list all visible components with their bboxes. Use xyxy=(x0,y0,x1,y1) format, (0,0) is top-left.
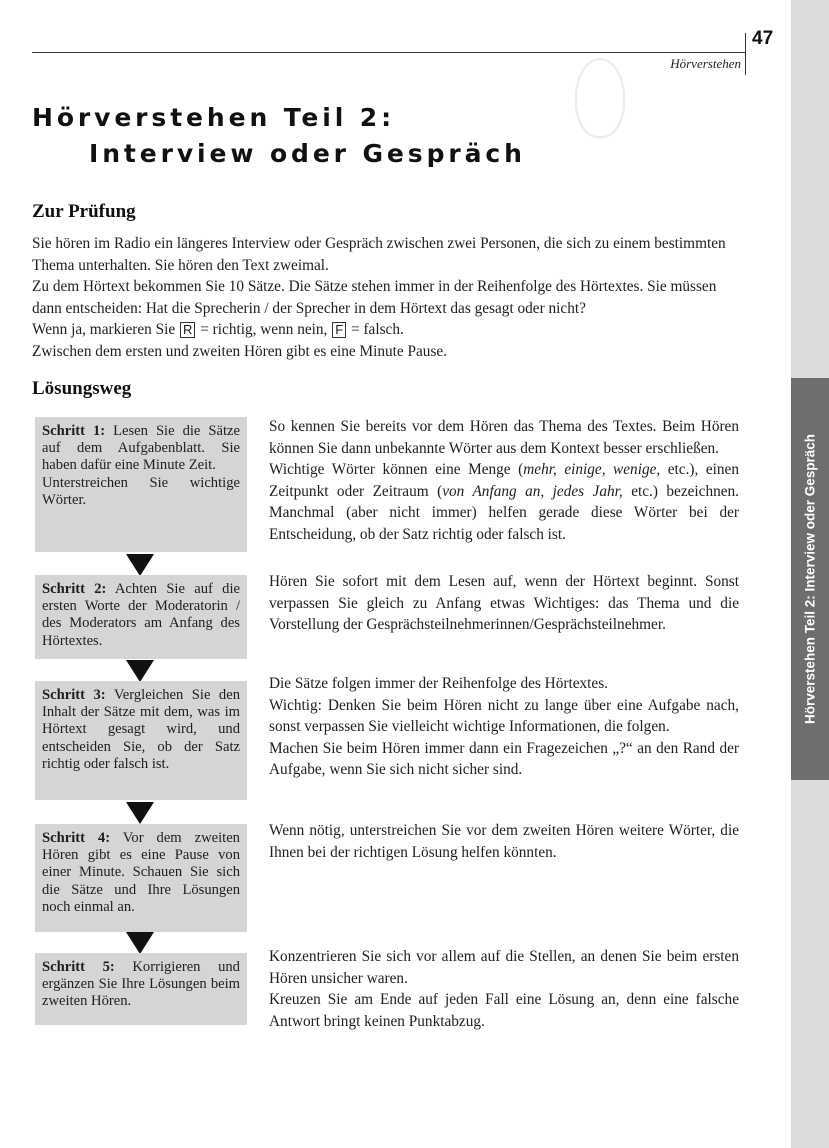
explanation-step-1: So kennen Sie bereits vor dem Hören das Thema des Textes. Beim Hören können Sie dann unbekannte Wörter aus dem Kontext besser erschließen. Wichtige Wörter können eine Menge (mehr, einige, wenige, etc.), einen Zeitpunkt oder Zeitraum (von Anfang an, jedes Jahr, etc.) bezeichnen. Manchmal (aber nicht immer) helfen gerade diese Wörter bei der Entscheidung, ob der Satz richtig oder falsch ist. xyxy=(269,418,740,543)
arrow-down-icon xyxy=(126,554,154,576)
step-text: Vor dem zweiten Hören gibt es eine Pause von einer Minute. Schauen Sie sich die Sätze und Ihre Lösungen noch einmal an. xyxy=(42,830,240,915)
step-label: Schritt 1: xyxy=(42,423,106,439)
step-text-2: Unterstreichen Sie wichtige Wörter. xyxy=(42,474,240,508)
arrow-down-icon xyxy=(126,802,154,824)
header-vertical-rule xyxy=(745,33,746,75)
step-label: Schritt 3: xyxy=(42,687,106,703)
loesungsweg-heading: Lösungsweg xyxy=(32,378,132,399)
arrow-down-icon xyxy=(126,932,154,954)
intro-paragraph-3: Wenn ja, markieren Sie R = richtig, wenn nein, F = falsch. xyxy=(32,321,404,339)
zur-pruefung-heading: Zur Prüfung xyxy=(32,201,136,222)
step-box-3 xyxy=(35,681,247,800)
step-text: Lesen Sie die Sätze auf dem Aufgabenblatt. Sie haben dafür eine Minute Zeit. xyxy=(42,423,240,474)
side-tab-label: Hörverstehen Teil 2: Interview oder Gespräch xyxy=(802,433,818,725)
step-label: Schritt 2: xyxy=(42,581,107,597)
header-rule xyxy=(32,52,746,53)
title-line-2: Interview oder Gespräch xyxy=(89,139,526,168)
running-head: Hörverstehen xyxy=(670,56,741,71)
step-box-4 xyxy=(35,824,247,932)
explanation-step-2: Hören Sie sofort mit dem Lesen auf, wenn der Hörtext beginnt. Sonst verpassen Sie gleich zu Anfang etwas Wichtiges: das Thema und die Vorstellung der Gesprächsteilnehmerinnen/Gesprächsteilnehmer. xyxy=(269,573,739,634)
step-label: Schritt 5: xyxy=(42,959,115,975)
page-title xyxy=(32,100,732,172)
step-text: Achten Sie auf die ersten Worte der Moderatorin / des Moderators am Anfang des Hörtextes. xyxy=(42,581,240,649)
step-box-1 xyxy=(35,417,247,552)
explanation-step-4: Wenn nötig, unterstreichen Sie vor dem zweiten Hören weitere Wörter, die Ihnen bei der richtigen Lösung helfen könnten. xyxy=(269,822,739,861)
step-text: Vergleichen Sie den Inhalt der Sätze mit dem, was im Hörtext gesagt wird, und entscheiden Sie, ob der Satz richtig oder falsch ist. xyxy=(42,687,240,772)
arrow-down-icon xyxy=(126,660,154,682)
richtig-box-icon: R xyxy=(180,322,195,338)
intro-paragraph-2: Zu dem Hörtext bekommen Sie 10 Sätze. Die Sätze stehen immer in der Reihenfolge des Hörtextes. Sie müssen dann entscheiden: Hat die Sprecherin / der Sprecher in dem Hörtext das gesagt oder nicht? xyxy=(32,278,717,317)
page-number: 47 xyxy=(752,28,774,49)
chapter-side-tab xyxy=(791,378,829,780)
step-box-5 xyxy=(35,953,247,1025)
step-label: Schritt 4: xyxy=(42,830,111,846)
step-text: Korrigieren und ergänzen Sie Ihre Lösungen beim zweiten Hören. xyxy=(42,959,240,1010)
intro-paragraph-1: Sie hören im Radio ein längeres Interview oder Gespräch zwischen zwei Personen, die sich zu einem bestimmten Thema unterhalten. Sie hören den Text zweimal. xyxy=(32,235,726,274)
step-box-2 xyxy=(35,575,247,659)
falsch-box-icon: F xyxy=(332,322,346,338)
intro-paragraph-4: Zwischen dem ersten und zweiten Hören gibt es eine Minute Pause. xyxy=(32,342,448,360)
title-line-1: Hörverstehen Teil 2: xyxy=(32,103,395,132)
explanation-step-5: Konzentrieren Sie sich vor allem auf die Stellen, an denen Sie beim ersten Hören unsicher waren. Kreuzen Sie am Ende auf jeden Fall eine Lösung an, denn eine falsche Antwort bringt keinen Punktabzug. xyxy=(269,948,739,1030)
explanation-step-3: Die Sätze folgen immer der Reihenfolge des Hörtextes. Wichtig: Denken Sie beim Hören nicht zu lange über eine Aufgabe nach, sonst verpassen Sie vielleicht wichtige Informationen, die folgen. Machen Sie beim Hören immer dann ein Fragezeichen „?“ an den Rand der Aufgabe, wenn Sie sich nicht sicher sind. xyxy=(269,675,739,779)
intro-text xyxy=(32,233,744,363)
